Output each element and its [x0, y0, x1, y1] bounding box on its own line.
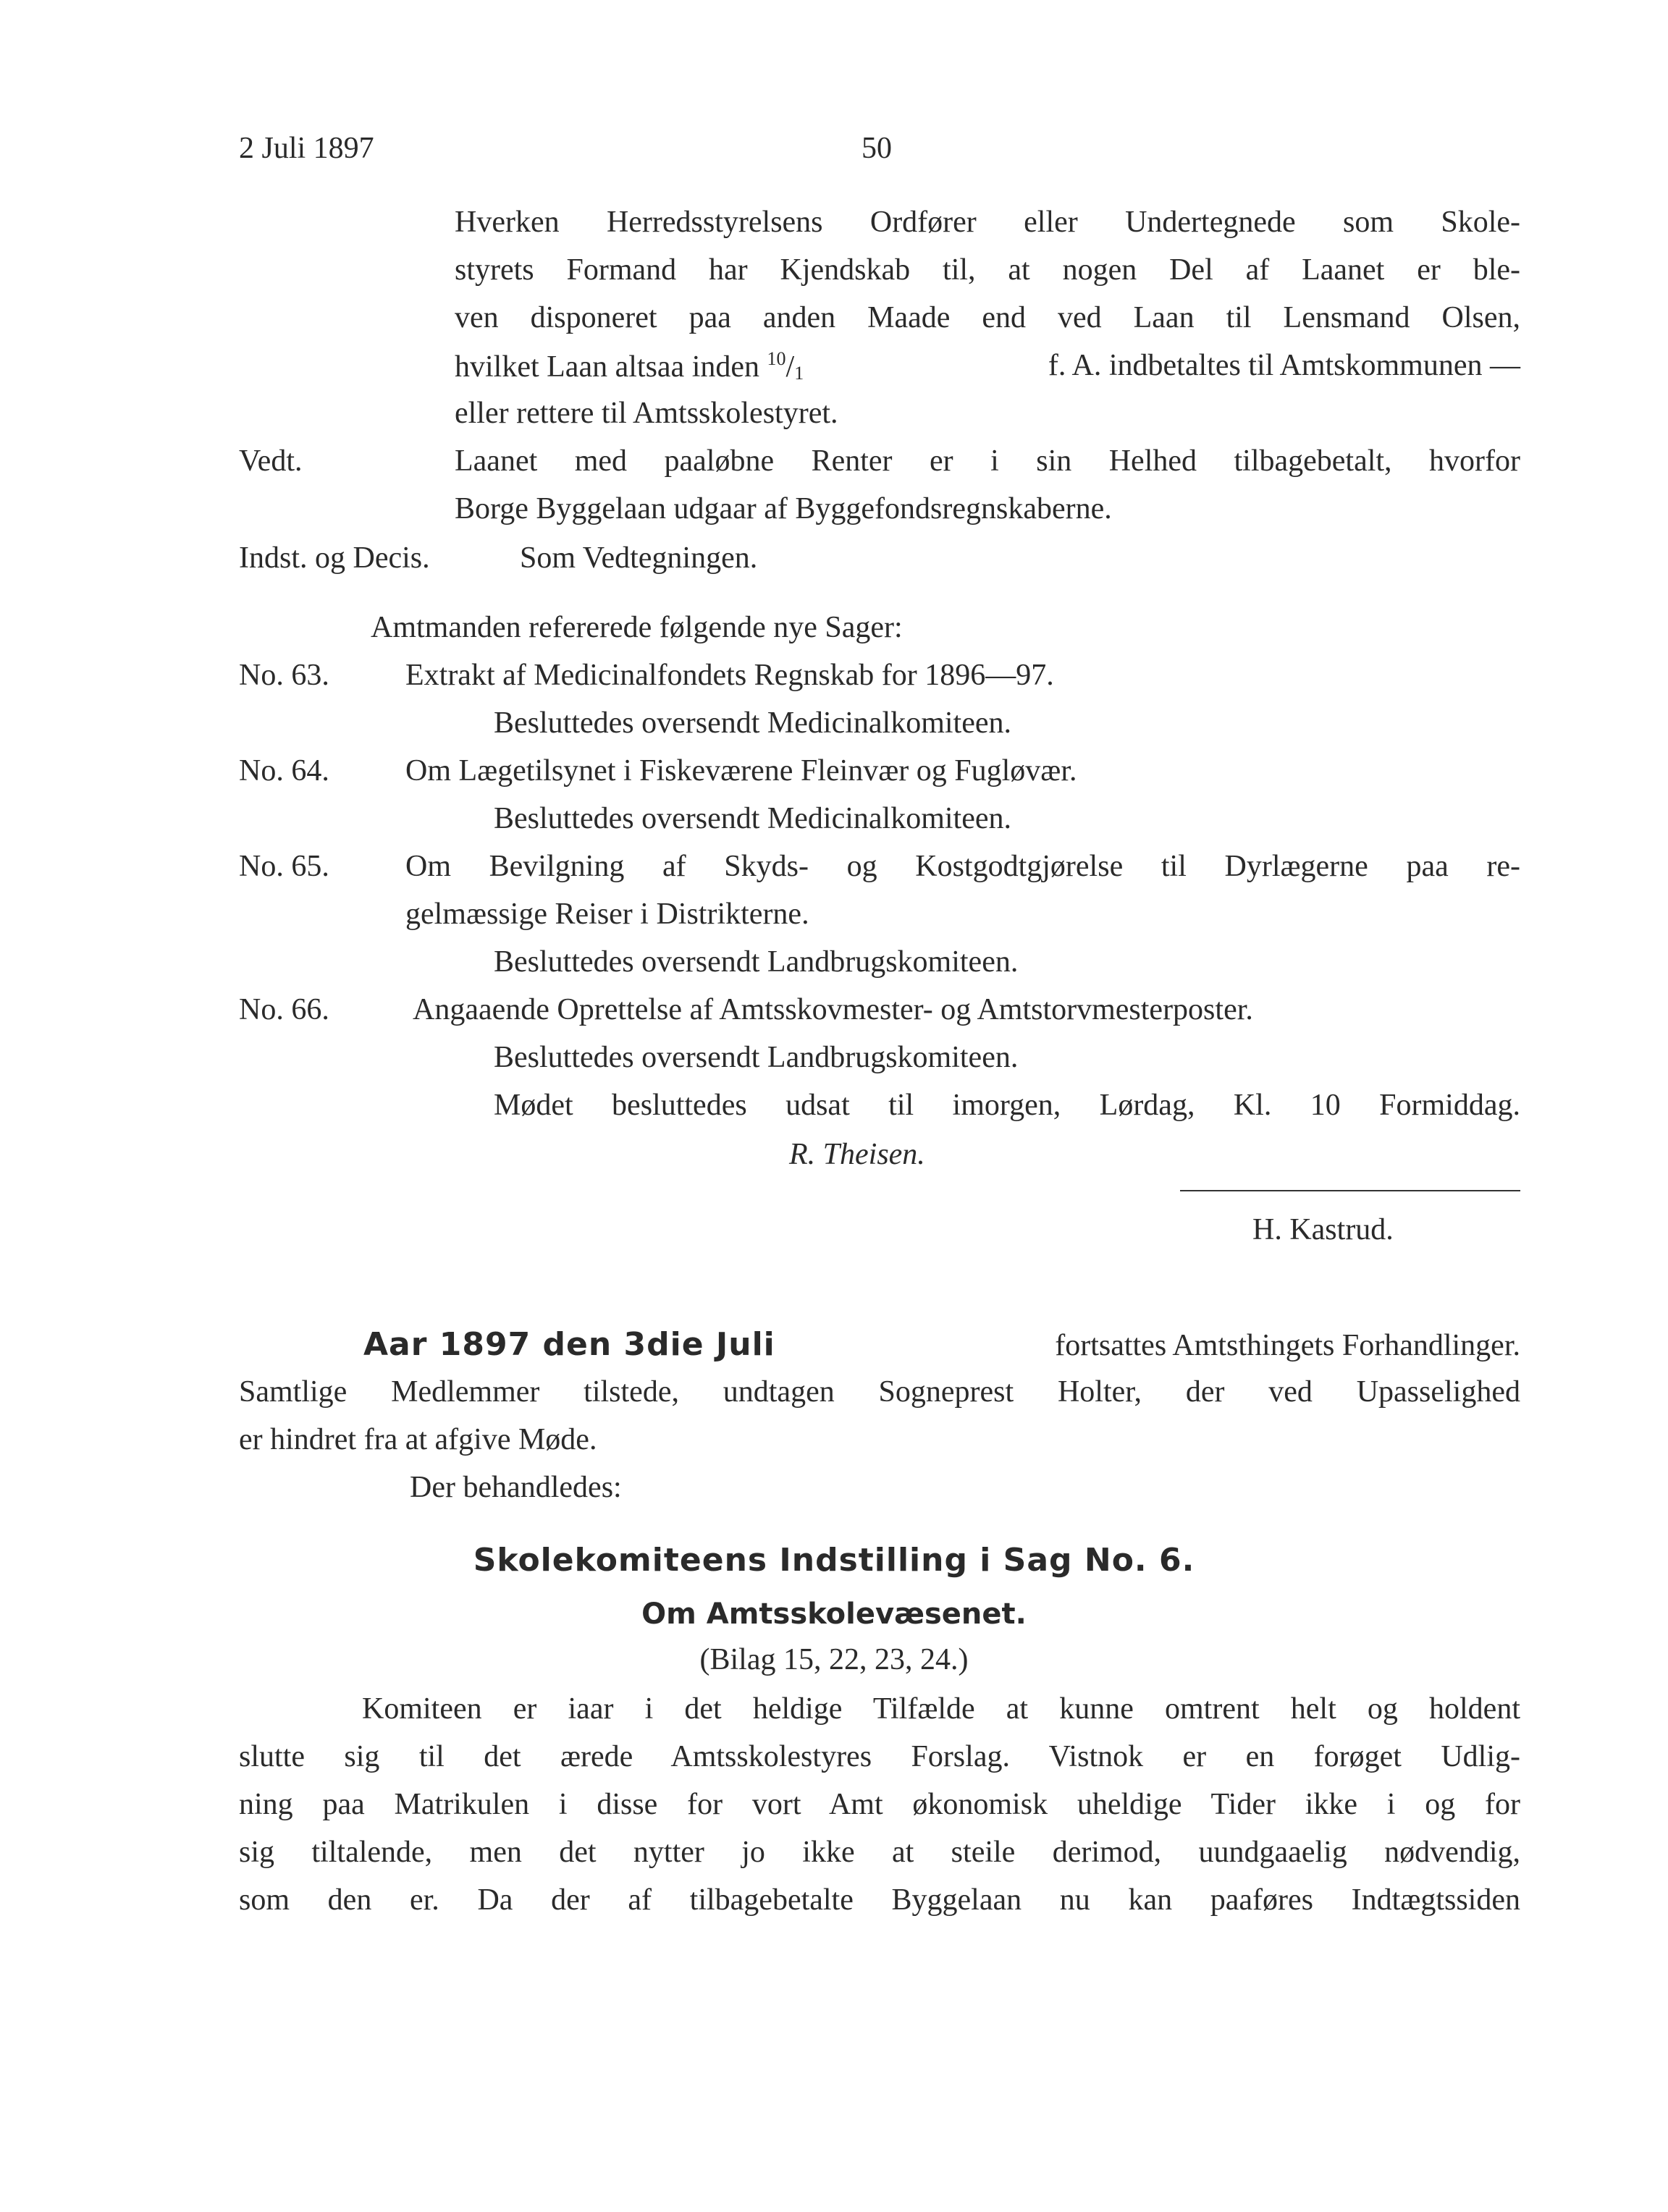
committee-title: Skolekomiteens Indstilling i Sag No. 6. [473, 1542, 1195, 1579]
paragraph-line: Komiteen er iaar i det heldige Tilfælde at kunne omtrent helt og holdent [362, 1692, 1520, 1726]
case-text: Om Bevilgning af Skyds- og Kostgodtgjørelse til Dyrlægerne paa re- [405, 850, 1520, 883]
signature-rule [1180, 1190, 1520, 1191]
paragraph-line: styrets Formand har Kjendskab til, at nogen Del af Laanet er ble- [455, 253, 1520, 287]
cases-intro: Amtmanden refererede følgende nye Sager: [371, 611, 903, 644]
case-text: gelmæssige Reiser i Distrikterne. [405, 898, 809, 931]
session-opening-line [239, 1326, 1520, 1364]
paragraph-line: ven disponeret paa anden Maade end ved Laan til Lensmand Olsen, [455, 301, 1520, 334]
paragraph-line: sig tiltalende, men det nytter jo ikke at steile derimod, uundgaaelig nødvendig, [239, 1836, 1520, 1869]
paragraph-line: Hverken Herredsstyrelsens Ordfører eller Undertegnede som Skole- [455, 206, 1520, 239]
signature-theisen: R. Theisen. [789, 1138, 925, 1171]
case-decision: Besluttedes oversendt Landbrugskomiteen. [494, 945, 1019, 979]
fraction-denominator: 1 [794, 363, 804, 384]
page-date: 2 Juli 1897 [239, 132, 374, 165]
case-number: No. 66. [239, 993, 329, 1026]
case-decision: Besluttedes oversendt Medicinalkomiteen. [494, 802, 1011, 835]
case-decision: Besluttedes oversendt Medicinalkomiteen. [494, 706, 1011, 740]
session-date-heading: Aar 1897 den 3die Juli [363, 1326, 775, 1363]
committee-subtitle: Om Amtsskolevæsenet. [641, 1597, 1027, 1631]
paragraph-line: Borge Byggelaan udgaar af Byggefondsregnskaberne. [455, 492, 1112, 525]
text-segment: f. A. indbetaltes til Amtskommunen — [1048, 349, 1520, 382]
paragraph-line: Som Vedtegningen. [520, 541, 758, 575]
margin-label-vedt: Vedt. [239, 444, 303, 478]
text-segment: hvilket Laan altsaa inden [455, 350, 760, 384]
adjourn-line: Mødet besluttedes udsat til imorgen, Lørdag, Kl. 10 Formiddag. [494, 1089, 1520, 1122]
case-text: Angaaende Oprettelse af Amtsskovmester- og Amtstorvmesterposter. [413, 993, 1253, 1026]
margin-label-indst: Indst. og Decis. [239, 541, 430, 575]
paragraph-line: eller rettere til Amtsskolestyret. [455, 397, 838, 430]
paragraph-line: Der behandledes: [410, 1471, 622, 1504]
case-number: No. 64. [239, 754, 329, 788]
case-decision: Besluttedes oversendt Landbrugskomiteen. [494, 1041, 1019, 1074]
committee-bilag: (Bilag 15, 22, 23, 24.) [699, 1643, 969, 1676]
text-segment: fortsattes Amtsthingets Forhandlinger. [1055, 1329, 1520, 1362]
paragraph-line: som den er. Da der af tilbagebetalte Byggelaan nu kan paaføres Indtægtssiden [239, 1883, 1520, 1917]
case-text: Om Lægetilsynet i Fiskeværene Fleinvær og Fugløvær. [405, 754, 1077, 788]
fraction-numerator: 10 [767, 348, 786, 369]
paragraph-line: er hindret fra at afgive Møde. [239, 1423, 597, 1456]
paragraph-line: ning paa Matrikulen i disse for vort Amt økonomisk uheldige Tider ikke i og for [239, 1788, 1520, 1821]
paragraph-line: hvilket Laan altsaa inden $^{10}/_1$ f. A. indbetaltes til Amtskommunen — [455, 347, 1520, 385]
case-text: Extrakt af Medicinalfondets Regnskab for 1896—97. [405, 659, 1054, 692]
case-number: No. 65. [239, 850, 329, 883]
case-number: No. 63. [239, 659, 329, 692]
paragraph-line: slutte sig til det ærede Amtsskolestyres Forslag. Vistnok er en forøget Udlig- [239, 1740, 1520, 1773]
paragraph-line: Samtlige Medlemmer tilstede, undtagen Sogneprest Holter, der ved Upasselighed [239, 1375, 1520, 1409]
page-number: 50 [862, 132, 892, 165]
paragraph-line: Laanet med paaløbne Renter er i sin Helhed tilbagebetalt, hvorfor [455, 444, 1520, 478]
signature-kastrud: H. Kastrud. [1252, 1213, 1394, 1246]
